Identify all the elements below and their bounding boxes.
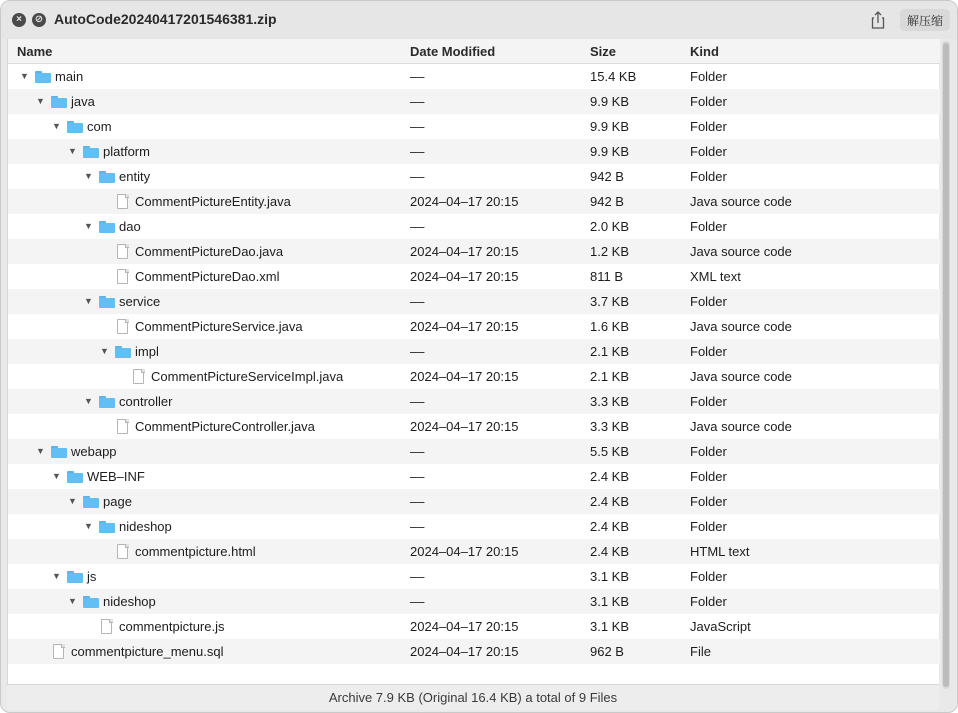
size-cell: 2.4 KB xyxy=(590,519,630,534)
date-cell: –– xyxy=(410,569,425,584)
item-name: impl xyxy=(135,344,159,359)
status-text: Archive 7.9 KB (Original 16.4 KB) a total of 9 Files xyxy=(328,690,618,705)
disclosure-triangle-icon[interactable]: ▼ xyxy=(52,471,61,481)
date-cell: 2024–04–17 20:15 xyxy=(410,644,519,659)
item-name: CommentPictureDao.java xyxy=(135,244,284,259)
item-name: entity xyxy=(119,169,151,184)
size-cell: 3.1 KB xyxy=(590,569,630,584)
disclosure-triangle-icon[interactable]: ▼ xyxy=(52,571,61,581)
disclosure-triangle-icon[interactable]: ▼ xyxy=(20,71,29,81)
name-cell xyxy=(100,264,280,289)
item-name: WEB–INF xyxy=(87,469,145,484)
name-cell xyxy=(36,639,223,664)
file-icon xyxy=(117,319,129,335)
folder-row[interactable] xyxy=(8,514,940,539)
size-cell: 3.1 KB xyxy=(590,594,630,609)
file-row[interactable] xyxy=(8,614,940,639)
scrollbar-thumb[interactable] xyxy=(943,43,949,687)
size-cell: 942 B xyxy=(590,194,624,209)
disclosure-triangle-icon[interactable]: ▼ xyxy=(84,221,93,231)
date-cell: –– xyxy=(410,119,425,134)
kind-cell: Folder xyxy=(690,394,727,409)
folder-icon xyxy=(51,445,67,459)
date-cell: 2024–04–17 20:15 xyxy=(410,269,519,284)
size-cell: 9.9 KB xyxy=(590,144,630,159)
item-name: commentpicture.js xyxy=(119,619,225,634)
kind-cell: XML text xyxy=(690,269,741,284)
folder-row[interactable] xyxy=(8,139,940,164)
disclosure-triangle-icon[interactable]: ▼ xyxy=(100,346,109,356)
disclosure-triangle-icon[interactable]: ▼ xyxy=(84,296,93,306)
name-cell xyxy=(68,139,150,164)
item-name: js xyxy=(87,569,97,584)
date-cell: –– xyxy=(410,469,425,484)
extract-button[interactable]: 解压缩 xyxy=(900,9,950,31)
folder-row[interactable] xyxy=(8,164,940,189)
name-cell xyxy=(100,239,283,264)
file-row[interactable] xyxy=(8,189,940,214)
item-name: main xyxy=(55,69,84,84)
close-icon[interactable]: × xyxy=(12,13,26,27)
file-list xyxy=(7,39,939,684)
name-cell xyxy=(20,64,83,89)
size-cell: 3.1 KB xyxy=(590,619,630,634)
folder-icon xyxy=(99,395,115,409)
item-name: java xyxy=(71,94,95,109)
file-icon xyxy=(117,194,129,210)
name-cell xyxy=(84,164,150,189)
file-icon xyxy=(117,419,129,435)
folder-icon xyxy=(99,220,115,234)
size-cell: 15.4 KB xyxy=(590,69,637,84)
name-cell xyxy=(36,439,117,464)
date-cell: 2024–04–17 20:15 xyxy=(410,319,519,334)
column-name-header[interactable]: Name xyxy=(17,44,53,59)
file-icon xyxy=(53,644,65,660)
column-size-header[interactable]: Size xyxy=(590,44,617,59)
kind-cell: Folder xyxy=(690,94,727,109)
file-rows xyxy=(8,64,940,689)
date-cell: 2024–04–17 20:15 xyxy=(410,544,519,559)
disclosure-triangle-icon[interactable]: ▼ xyxy=(36,96,45,106)
date-cell: –– xyxy=(410,344,425,359)
kind-cell: JavaScript xyxy=(690,619,751,634)
column-kind-header[interactable]: Kind xyxy=(690,44,719,59)
date-cell: –– xyxy=(410,394,425,409)
disclosure-triangle-icon[interactable]: ▼ xyxy=(84,396,93,406)
folder-row[interactable] xyxy=(8,389,940,414)
kind-cell: Java source code xyxy=(690,419,792,434)
item-name: platform xyxy=(103,144,150,159)
date-cell: 2024–04–17 20:15 xyxy=(410,619,519,634)
disclosure-triangle-icon[interactable]: ▼ xyxy=(36,446,45,456)
date-cell: –– xyxy=(410,94,425,109)
folder-row[interactable] xyxy=(8,339,940,364)
kind-cell: Folder xyxy=(690,444,727,459)
name-cell xyxy=(100,539,256,564)
size-cell: 2.1 KB xyxy=(590,369,630,384)
folder-icon xyxy=(67,120,83,134)
kind-cell: Java source code xyxy=(690,194,792,209)
item-name: commentpicture_menu.sql xyxy=(71,644,224,659)
kind-cell: Folder xyxy=(690,69,727,84)
name-cell xyxy=(84,614,224,639)
file-icon xyxy=(117,544,129,560)
item-name: webapp xyxy=(71,444,117,459)
column-header xyxy=(8,39,940,64)
folder-row[interactable] xyxy=(8,489,940,514)
name-cell xyxy=(52,464,145,489)
date-cell: –– xyxy=(410,69,425,84)
kind-cell: Folder xyxy=(690,494,727,509)
column-date-header[interactable]: Date Modified xyxy=(410,44,496,59)
folder-row[interactable] xyxy=(8,464,940,489)
size-cell: 2.1 KB xyxy=(590,344,630,359)
kind-cell: Java source code xyxy=(690,319,792,334)
size-cell: 1.2 KB xyxy=(590,244,630,259)
date-cell: –– xyxy=(410,444,425,459)
size-cell: 1.6 KB xyxy=(590,319,630,334)
folder-icon xyxy=(67,570,83,584)
item-name: CommentPictureService.java xyxy=(135,319,303,334)
file-icon xyxy=(117,269,129,285)
item-name: CommentPictureDao.xml xyxy=(135,269,280,284)
date-cell: –– xyxy=(410,519,425,534)
folder-icon xyxy=(51,95,67,109)
window-title: AutoCode20240417201546381.zip xyxy=(54,11,277,27)
folder-icon xyxy=(99,295,115,309)
file-icon xyxy=(133,369,145,385)
item-name: CommentPictureController.java xyxy=(135,419,315,434)
folder-row[interactable] xyxy=(8,589,940,614)
name-cell xyxy=(68,589,156,614)
kind-cell: Folder xyxy=(690,144,727,159)
item-name: service xyxy=(119,294,161,309)
kind-cell: Folder xyxy=(690,169,727,184)
item-name: nideshop xyxy=(119,519,172,534)
date-cell: 2024–04–17 20:15 xyxy=(410,244,519,259)
disclosure-triangle-icon[interactable]: ▼ xyxy=(52,121,61,131)
folder-icon xyxy=(35,70,51,84)
folder-row[interactable] xyxy=(8,64,940,89)
size-cell: 5.5 KB xyxy=(590,444,630,459)
item-name: commentpicture.html xyxy=(135,544,256,559)
item-name: CommentPictureServiceImpl.java xyxy=(151,369,344,384)
name-cell xyxy=(36,89,95,114)
folder-row[interactable] xyxy=(8,114,940,139)
size-cell: 2.4 KB xyxy=(590,469,630,484)
disclosure-triangle-icon[interactable]: ▼ xyxy=(68,496,77,506)
folder-row[interactable] xyxy=(8,214,940,239)
kind-cell: File xyxy=(690,644,711,659)
folder-icon xyxy=(83,595,99,609)
name-cell xyxy=(116,364,343,389)
folder-row[interactable] xyxy=(8,439,940,464)
folder-icon xyxy=(115,345,131,359)
kind-cell: Java source code xyxy=(690,369,792,384)
item-name: dao xyxy=(119,219,141,234)
kind-cell: Folder xyxy=(690,569,727,584)
kind-cell: Folder xyxy=(690,294,727,309)
item-name: nideshop xyxy=(103,594,156,609)
size-cell: 811 B xyxy=(590,269,624,284)
date-cell: –– xyxy=(410,294,425,309)
file-icon xyxy=(101,619,113,635)
name-cell xyxy=(84,214,141,239)
file-row[interactable] xyxy=(8,639,940,664)
file-row[interactable] xyxy=(8,239,940,264)
name-cell xyxy=(100,339,159,364)
file-row[interactable] xyxy=(8,539,940,564)
size-cell: 2.0 KB xyxy=(590,219,630,234)
date-cell: 2024–04–17 20:15 xyxy=(410,369,519,384)
file-icon xyxy=(117,244,129,260)
size-cell: 9.9 KB xyxy=(590,119,630,134)
size-cell: 942 B xyxy=(590,169,624,184)
folder-row[interactable] xyxy=(8,289,940,314)
item-name: page xyxy=(103,494,132,509)
kind-cell: Folder xyxy=(690,469,727,484)
item-name: CommentPictureEntity.java xyxy=(135,194,291,209)
file-row[interactable] xyxy=(8,414,940,439)
share-icon[interactable] xyxy=(869,10,887,30)
size-cell: 3.3 KB xyxy=(590,394,630,409)
kind-cell: Folder xyxy=(690,119,727,134)
name-cell xyxy=(84,389,172,414)
date-cell: 2024–04–17 20:15 xyxy=(410,419,519,434)
date-cell: –– xyxy=(410,594,425,609)
name-cell xyxy=(84,289,160,314)
name-cell xyxy=(52,114,112,139)
name-cell xyxy=(84,514,172,539)
status-bar xyxy=(7,684,939,710)
name-cell xyxy=(52,564,96,589)
file-row[interactable] xyxy=(8,264,940,289)
date-cell: –– xyxy=(410,169,425,184)
size-cell: 2.4 KB xyxy=(590,544,630,559)
date-cell: –– xyxy=(410,219,425,234)
date-cell: –– xyxy=(410,494,425,509)
item-name: com xyxy=(87,119,112,134)
folder-icon xyxy=(99,170,115,184)
folder-icon xyxy=(67,470,83,484)
disclosure-triangle-icon[interactable]: ▼ xyxy=(68,596,77,606)
size-cell: 3.7 KB xyxy=(590,294,630,309)
file-row[interactable] xyxy=(8,364,940,389)
kind-cell: Java source code xyxy=(690,244,792,259)
item-name: controller xyxy=(119,394,173,409)
folder-icon xyxy=(83,495,99,509)
kind-cell: Folder xyxy=(690,344,727,359)
name-cell xyxy=(100,414,315,439)
disclosure-triangle-icon[interactable]: ▼ xyxy=(68,146,77,156)
kind-cell: Folder xyxy=(690,519,727,534)
folder-icon xyxy=(99,520,115,534)
folder-row[interactable] xyxy=(8,564,940,589)
folder-row[interactable] xyxy=(8,89,940,114)
size-cell: 9.9 KB xyxy=(590,94,630,109)
name-cell xyxy=(100,314,303,339)
size-cell: 3.3 KB xyxy=(590,419,630,434)
size-cell: 2.4 KB xyxy=(590,494,630,509)
block-icon[interactable]: ⊘ xyxy=(32,13,46,27)
size-cell: 962 B xyxy=(590,644,624,659)
date-cell: 2024–04–17 20:15 xyxy=(410,194,519,209)
name-cell xyxy=(68,489,132,514)
kind-cell: HTML text xyxy=(690,544,750,559)
folder-icon xyxy=(83,145,99,159)
name-cell xyxy=(100,189,291,214)
disclosure-triangle-icon[interactable]: ▼ xyxy=(84,521,93,531)
file-row[interactable] xyxy=(8,314,940,339)
title-bar xyxy=(1,1,957,39)
kind-cell: Folder xyxy=(690,594,727,609)
disclosure-triangle-icon[interactable]: ▼ xyxy=(84,171,93,181)
kind-cell: Folder xyxy=(690,219,727,234)
date-cell: –– xyxy=(410,144,425,159)
